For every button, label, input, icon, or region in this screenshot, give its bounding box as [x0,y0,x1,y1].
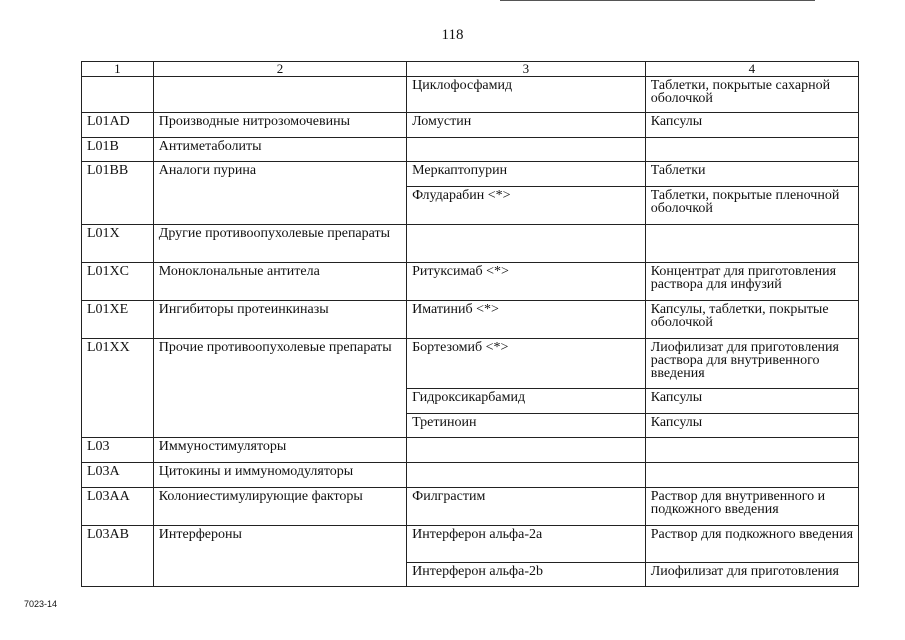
header-cell: 4 [645,62,858,77]
drug-cell: Бортезомиб <*> [407,339,646,389]
atc-code-cell: L01BB [82,162,154,225]
table-row [82,339,859,389]
header-cell: 3 [407,62,646,77]
drug-cell: Меркаптопурин [407,162,646,187]
drug-cell [407,138,646,162]
form-cell [645,138,858,162]
group-cell: Производные нитрозомочевины [153,113,406,138]
drug-cell: Интерферон альфа-2b [407,563,646,587]
group-cell: Прочие противоопухолевые препараты [153,339,406,438]
table-row [82,263,859,301]
form-cell: Капсулы, таблетки, покрытые оболочкой [645,301,858,339]
form-cell [645,225,858,263]
group-cell: Моноклональные антитела [153,263,406,301]
form-cell: Таблетки [645,162,858,187]
drug-cell: Ломустин [407,113,646,138]
table-row [82,526,859,563]
table-row [82,438,859,463]
form-cell: Капсулы [645,389,858,414]
group-cell: Иммуностимуляторы [153,438,406,463]
atc-code-cell: L03 [82,438,154,463]
table-row [82,138,859,162]
table-row [82,113,859,138]
drug-cell: Циклофосфамид [407,77,646,113]
group-cell: Другие противоопухолевые препараты [153,225,406,263]
group-cell: Интерфероны [153,526,406,587]
form-cell: Лиофилизат для приготовления раствора для внутривенного введения [645,339,858,389]
table-row [82,77,859,113]
atc-code-cell: L01XX [82,339,154,438]
form-cell [645,463,858,488]
table-row [82,301,859,339]
drug-cell: Третиноин [407,414,646,438]
group-cell: Ингибиторы протеинкиназы [153,301,406,339]
form-cell: Раствор для подкожного введения [645,526,858,563]
atc-code-cell: L01XE [82,301,154,339]
drug-cell: Гидроксикарбамид [407,389,646,414]
table-row [82,463,859,488]
form-cell: Капсулы [645,414,858,438]
document-code: 7023-14 [24,599,58,609]
atc-code-cell: L01B [82,138,154,162]
top-rule [500,0,815,1]
atc-code-cell: L03AB [82,526,154,587]
atc-code-cell: L01XC [82,263,154,301]
header-cell: 1 [82,62,154,77]
drug-cell [407,438,646,463]
atc-code-cell: L03A [82,463,154,488]
drug-cell [407,225,646,263]
page-number: 118 [441,27,464,43]
form-cell: Таблетки, покрытые пленочной оболочкой [645,187,858,225]
drug-cell: Ритуксимаб <*> [407,263,646,301]
atc-code-cell: L01AD [82,113,154,138]
form-cell [645,438,858,463]
form-cell: Таблетки, покрытые сахарной оболочкой [645,77,858,113]
header-row [82,62,859,77]
atc-code-cell: L03AA [82,488,154,526]
drug-cell: Иматиниб <*> [407,301,646,339]
group-cell: Колониестимулирующие факторы [153,488,406,526]
group-cell: Цитокины и иммуномодуляторы [153,463,406,488]
drug-table [81,61,859,587]
drug-cell: Флударабин <*> [407,187,646,225]
atc-code-cell [82,77,154,113]
form-cell: Лиофилизат для приготовления [645,563,858,587]
form-cell: Концентрат для приготовления раствора для инфузий [645,263,858,301]
drug-cell: Филграстим [407,488,646,526]
table-row [82,225,859,263]
form-cell: Раствор для внутривенного и подкожного введения [645,488,858,526]
table-row [82,162,859,187]
atc-code-cell: L01X [82,225,154,263]
group-cell: Антиметаболиты [153,138,406,162]
group-cell [153,77,406,113]
form-cell: Капсулы [645,113,858,138]
drug-cell: Интерферон альфа-2a [407,526,646,563]
drug-cell [407,463,646,488]
header-cell: 2 [153,62,406,77]
group-cell: Аналоги пурина [153,162,406,225]
table-row [82,488,859,526]
